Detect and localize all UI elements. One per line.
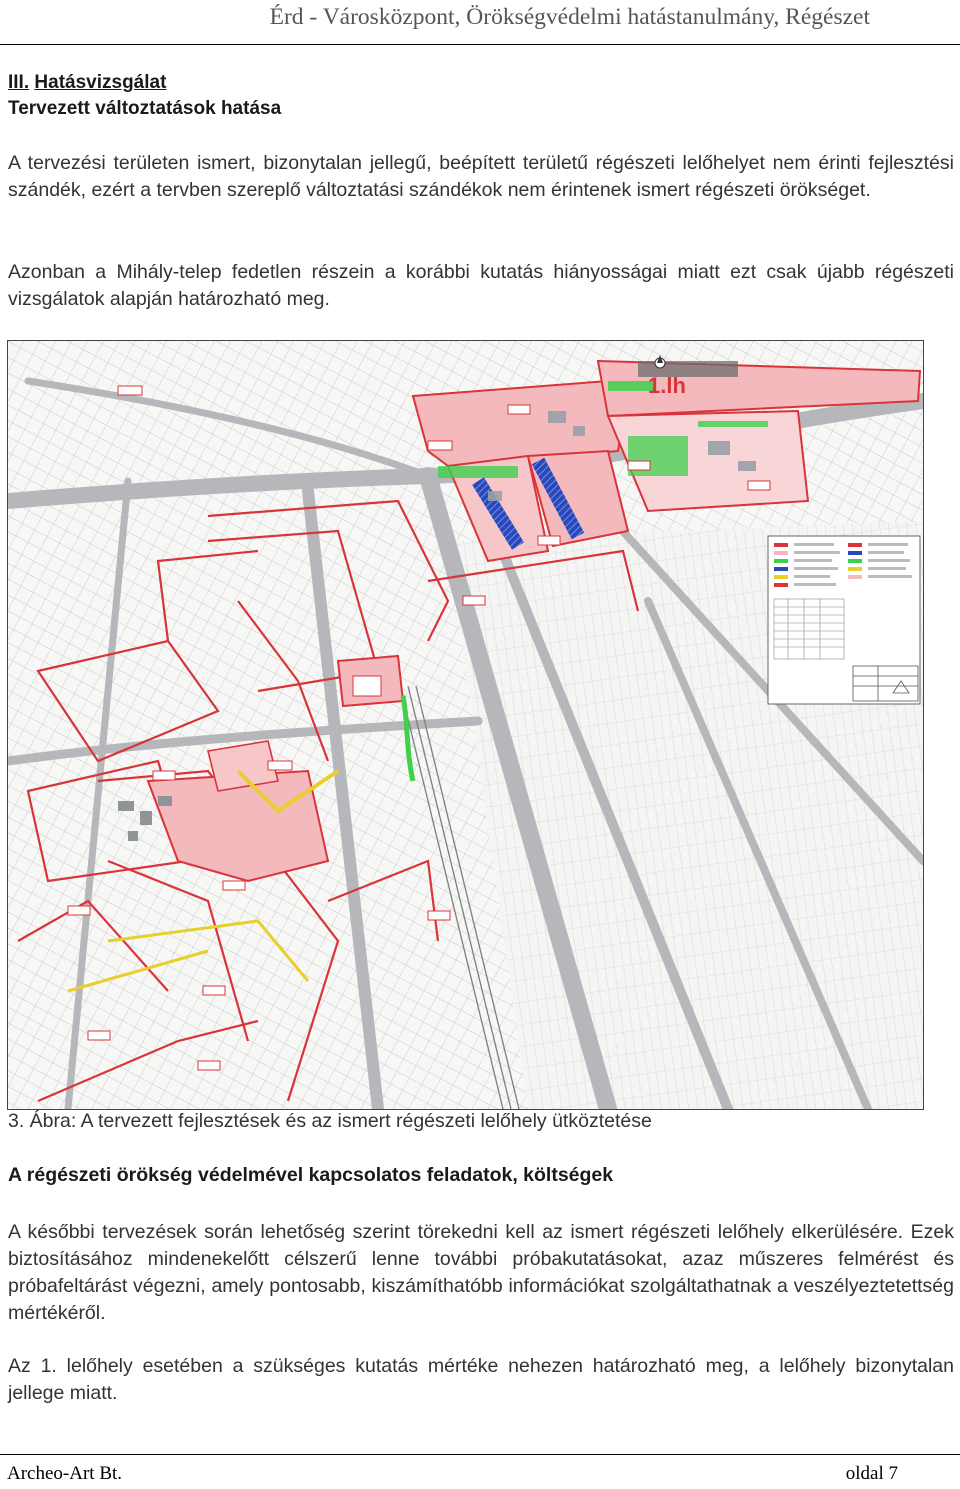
map-legend — [768, 536, 920, 704]
section-number: III. — [8, 72, 30, 93]
paragraph-tasks: A későbbi tervezések során lehetőség szerint törekedni kell az ismert régészeti lelőhely elkerülésére. Ezek biztosításához mindenekelőtt célszerű lenne további próbakutatásokat, azaz műszeres felmérést és próbafeltárást végezni, amely pontosabb, kiszámíthatóbb információkat szolgáltathatnak a veszélyeztetettség mértékéről. — [8, 1221, 954, 1324]
page-number: oldal 7 — [845, 1463, 898, 1484]
paragraph-impact: A tervezési területen ismert, bizonytalan jellegű, beépített területű régészeti lelőhelyet nem érinti fejlesztési szándék, ezért a tervben szereplő változtatási szándékok nem érintenek ismert régészeti örökséget. — [8, 152, 954, 201]
section-subtitle: Tervezett változtatások hatása — [8, 98, 282, 119]
footer-company: Archeo-Art Bt. — [7, 1463, 123, 1484]
paragraph-site-1: Az 1. lelőhely esetében a szükséges kutatás mértéke nehezen határozható meg, a lelőhely bizonytalan jellege miatt. — [8, 1355, 954, 1404]
section-title — [8, 70, 281, 122]
figure-map — [7, 340, 924, 1110]
site-label-1: 1.lh — [648, 373, 686, 398]
page-footer — [0, 1454, 960, 1489]
section-heading: Hatásvizsgálat — [34, 72, 167, 93]
paragraph-mihaly-telep: Azonban a Mihály-telep fedetlen részein a korábbi kutatás hiányosságai miatt ezt csak újabb régészeti vizsgálatok alapján határozható meg. — [8, 261, 954, 310]
page-header — [0, 0, 960, 45]
figure-caption: 3. Ábra: A tervezett fejlesztések és az ismert régészeti lelőhely ütköztetése — [8, 1110, 652, 1132]
section-heading-tasks: A régészeti örökség védelmével kapcsolatos feladatok, költségek — [8, 1164, 614, 1186]
document-title: Érd - Városközpont, Örökségvédelmi hatástanulmány, Régészet — [269, 4, 870, 30]
planning-map — [8, 341, 923, 1109]
